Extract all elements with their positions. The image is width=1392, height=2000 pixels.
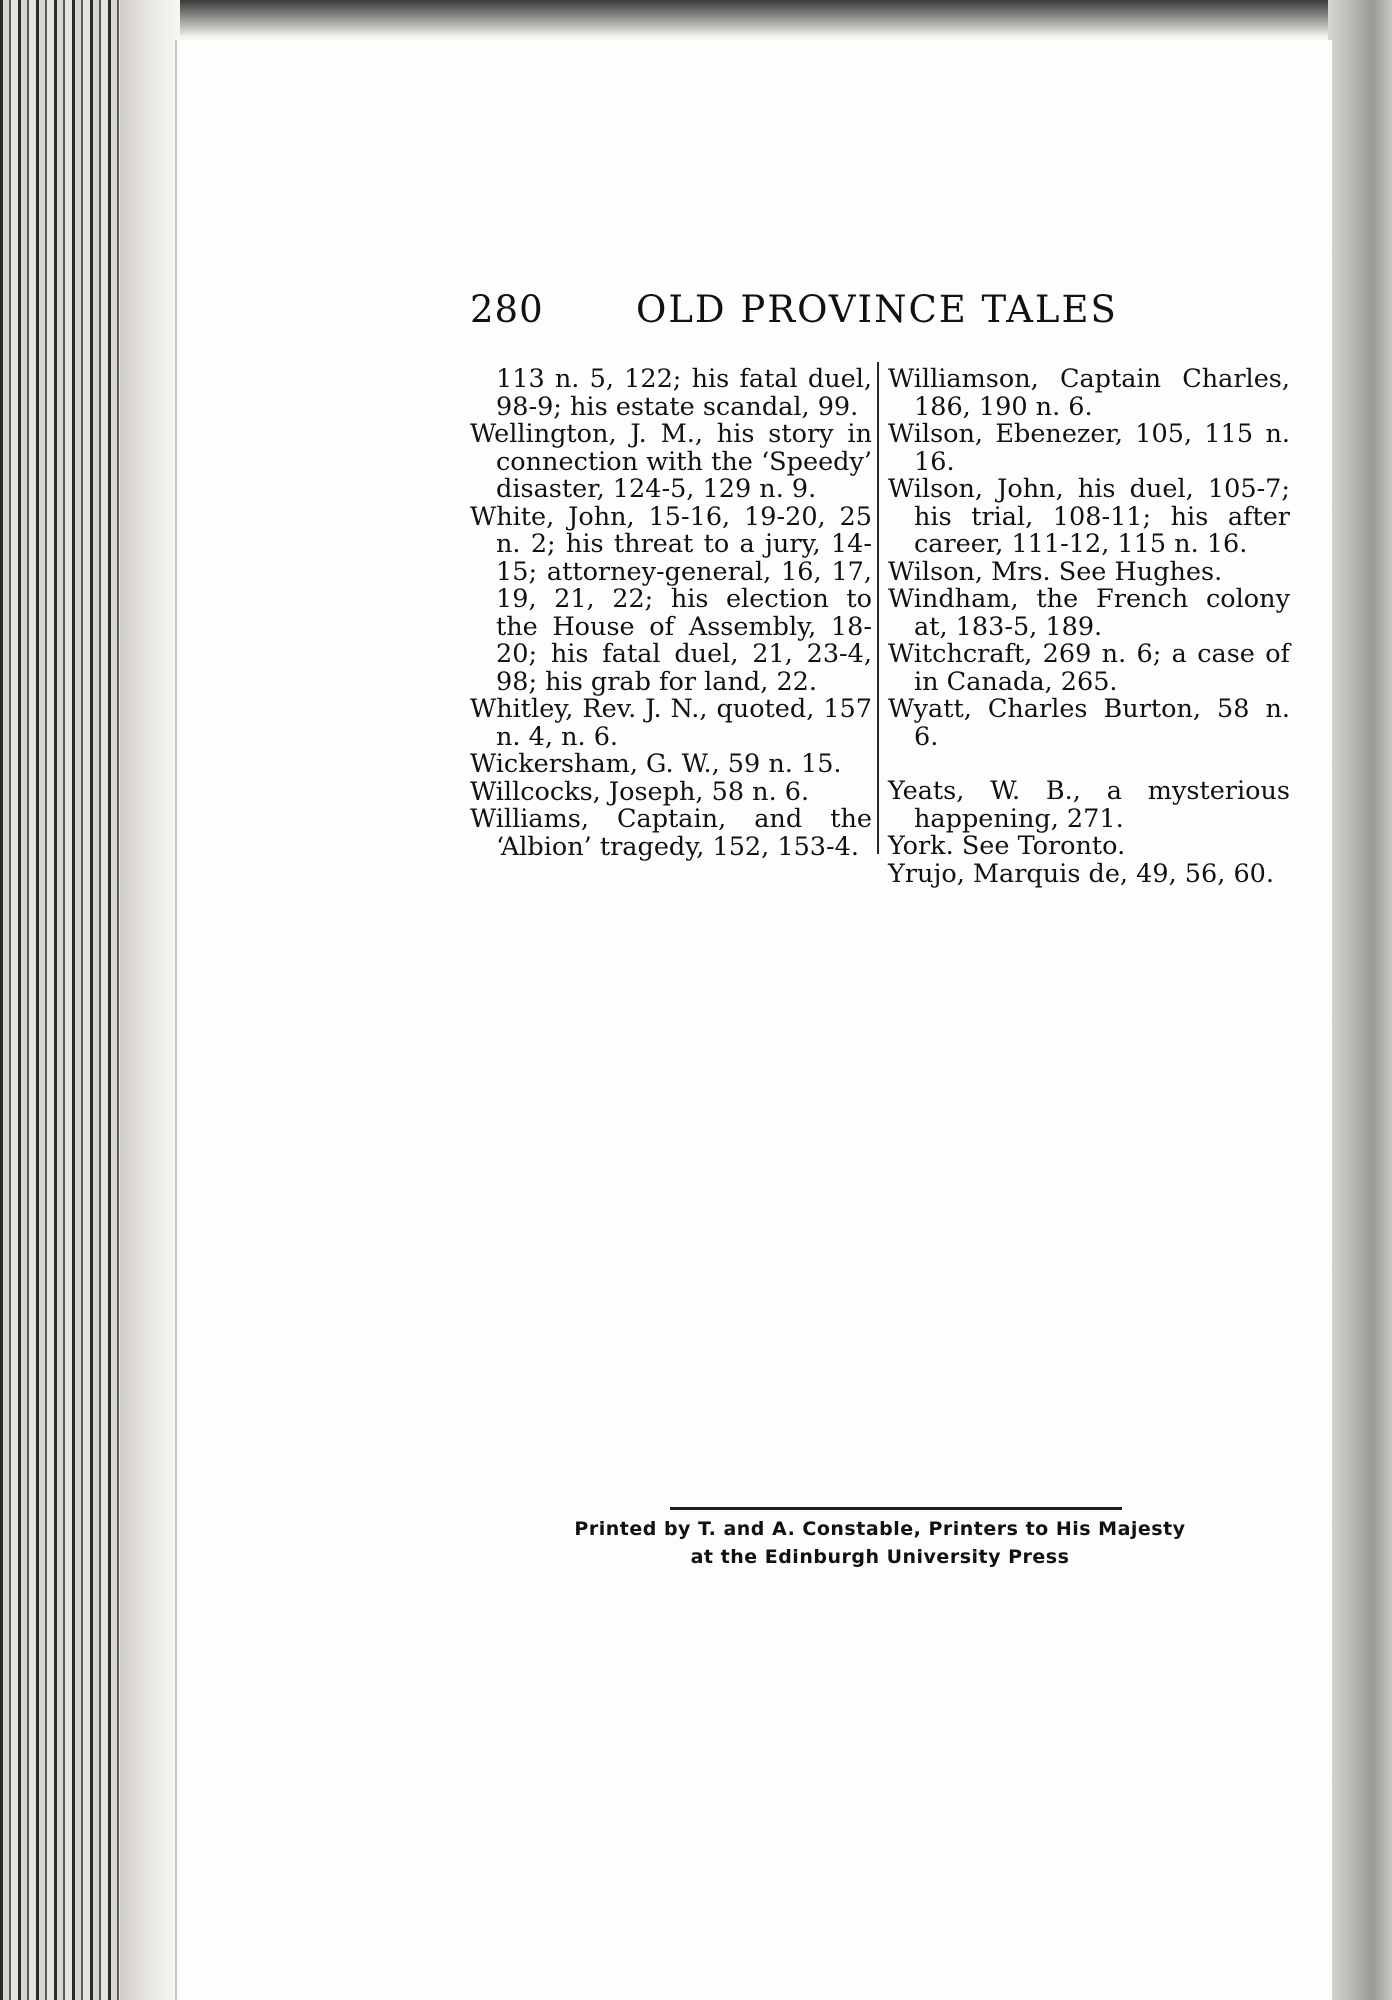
index-entry: Williamson, Captain Charles, 186, 190 n. 6. <box>888 364 1290 422</box>
index-entry: 113 n. 5, 122; his fatal duel, 98-9; his estate scandal, 99. <box>496 364 872 422</box>
running-head <box>470 288 1120 338</box>
index-entry: Yrujo, Marquis de, 49, 56, 60. <box>888 858 1275 889</box>
index-entry: Windham, the French colony at, 183-5, 189. <box>888 584 1290 642</box>
index-entry: White, John, 15-16, 19-20, 25 n. 2; his threat to a jury, 14-15; attorney-general, 16, 17, 19, 21, 22; his election to the House of Assembly, 18-20; his fatal duel, 21, 23-4, 98; his grab for land, 22. <box>470 501 872 697</box>
index-entry: York. See Toronto. <box>888 831 1126 861</box>
book-page-edges <box>0 0 120 2000</box>
column-divider <box>877 362 879 854</box>
index-entry: Willcocks, Joseph, 58 n. 6. <box>470 776 810 807</box>
imprint-rule <box>670 1507 1122 1510</box>
index-entry: Williams, Captain, and the ‘Albion’ tragedy, 152, 153-4. <box>470 804 872 862</box>
scan-top-shadow <box>0 0 1392 36</box>
index-column-right <box>888 366 1290 888</box>
printer-imprint <box>540 1515 1220 1571</box>
index-entry: Witchcraft, 269 n. 6; a case of in Canada, 265. <box>888 639 1290 697</box>
page-number: 280 <box>470 288 544 331</box>
index-entry: Wyatt, Charles Burton, 58 n. 6. <box>888 694 1290 752</box>
index-entry: Wilson, John, his duel, 105-7; his trial, 108-11; his after career, 111-12, 115 n. 16. <box>888 474 1290 559</box>
index-entry: Wellington, J. M., his story in connection with the ‘Speedy’ disaster, 124-5, 129 n. 9. <box>470 419 872 504</box>
index-entry: Wickersham, G. W., 59 n. 15. <box>470 749 842 779</box>
index-entry: Wilson, Ebenezer, 105, 115 n. 16. <box>888 419 1290 477</box>
index-column-left <box>470 366 872 861</box>
running-title: OLD PROVINCE TALES <box>636 288 1118 331</box>
imprint-line: Printed by T. and A. Constable, Printers to His Majesty <box>574 1518 1186 1540</box>
book-gutter <box>120 0 180 2000</box>
imprint-line: at the Edinburgh University Press <box>690 1546 1070 1568</box>
index-entry: Whitley, Rev. J. N., quoted, 157 n. 4, n. 6. <box>470 694 872 752</box>
book-right-edge <box>1328 0 1392 2000</box>
index-entry: Wilson, Mrs. See Hughes. <box>888 556 1223 587</box>
index-entry: Yeats, W. B., a mysterious happening, 271. <box>888 776 1290 834</box>
